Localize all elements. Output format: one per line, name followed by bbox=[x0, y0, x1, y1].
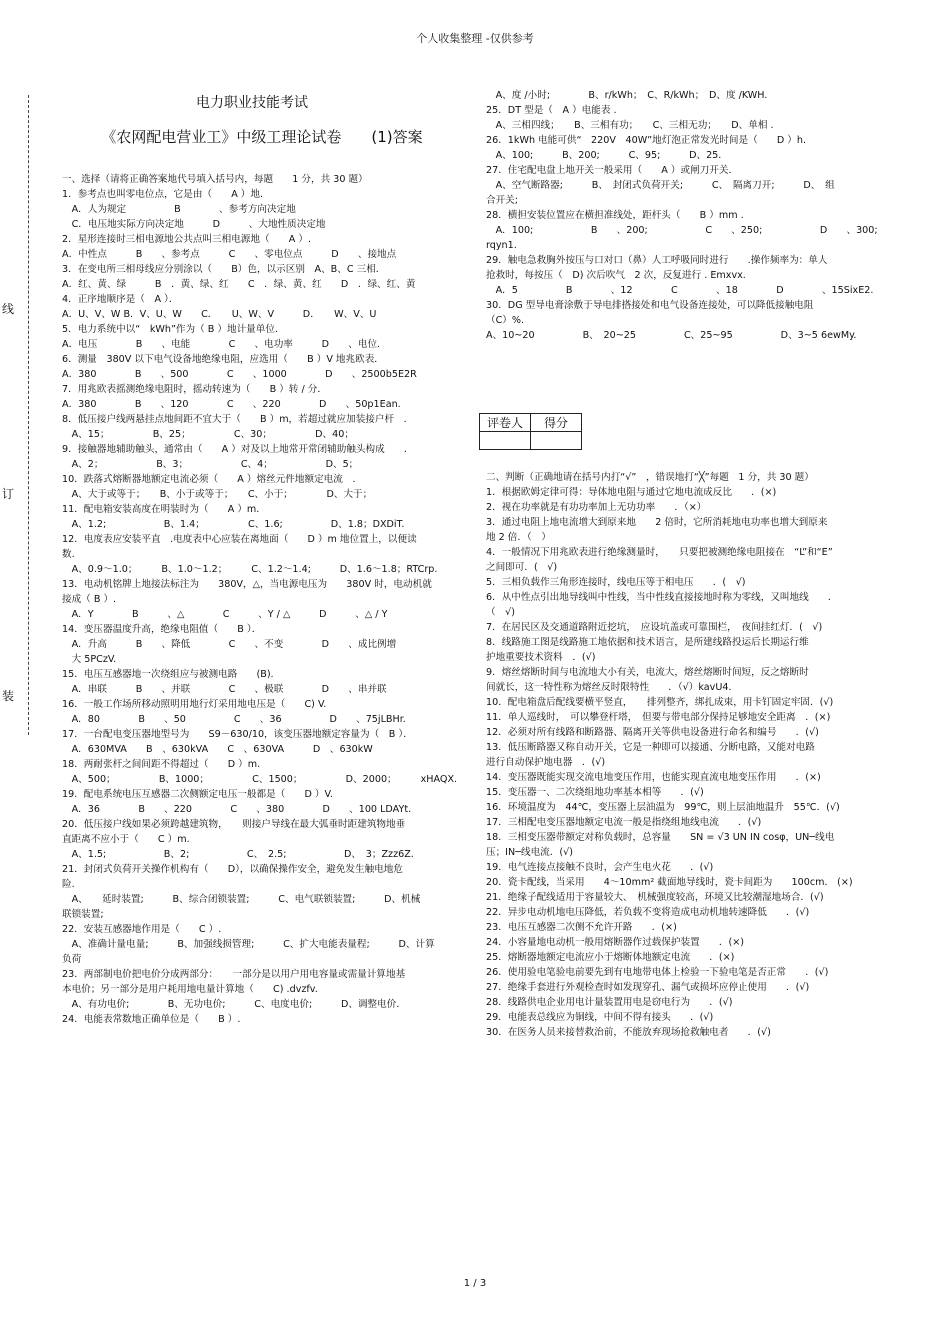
text-line: A．升高 B 、降低 C 、不变 D 、成比例增 bbox=[62, 639, 397, 650]
text-line: （ √) bbox=[486, 607, 516, 618]
text-line: A、10~20 B、 20~25 C、25~95 D、3~5 6ewMy. bbox=[486, 330, 857, 341]
text-line: 11．单人巡线时， 可以攀登杆塔， 但要与带电部分保持足够地安全距离 ．(×) bbox=[486, 712, 831, 723]
text-line: 23．电压互感器二次侧不允许开路 ．(×) bbox=[486, 922, 677, 933]
text-line: 进行自动保护地电器 ．(√) bbox=[486, 757, 606, 768]
text-line: A．630MVA B 、630kVA C 、630VA D 、630kW bbox=[62, 744, 373, 755]
text-line: 17．一台配电变压器地型号为 S9－630/10，该变压器地额定容量为（ B ）． bbox=[62, 729, 413, 740]
text-line: 抢救时，每按压（ D) 次后吹气 2 次，反复进行 . Emxvx. bbox=[486, 270, 746, 281]
text-line: 23．两部制电价把电价分成两部分： 一部分是以用户用电容量或需量计算地基 bbox=[62, 969, 406, 980]
text-line: A．100; B 、200; C 、250; D 、300; bbox=[486, 225, 878, 236]
text-line: 之间即可．( √) bbox=[486, 562, 558, 573]
choice-questions-column-left bbox=[62, 172, 472, 1027]
text-line: 13．低压断路器又称自动开关，它是一种即可以接通、分断电路，又能对电路 bbox=[486, 742, 815, 753]
text-line: 护地重要技术资料 ．(√) bbox=[486, 652, 596, 663]
text-line: 数. bbox=[62, 549, 75, 560]
text-line: 25．DT 型是（ A ）电能表 . bbox=[486, 105, 617, 116]
text-line: 20．低压接户线如果必须跨越建筑物， 则接户导线在最大弧垂时距建筑物地垂 bbox=[62, 819, 406, 830]
exam-subtitle: 《农网配电营业工》中级工理论试卷 (1)答案 bbox=[101, 128, 423, 146]
text-line: 压；IN─线电流．(√) bbox=[486, 847, 573, 858]
text-line: 6．测量 380V 以下电气设备地绝缘电阻，应选用（ B ）V 地兆欧表． bbox=[62, 354, 384, 365]
text-line: A．36 B 、220 C 、380 D 、100 LDAYt. bbox=[62, 804, 412, 815]
text-line: A．电压 B 、电能 C 、电功率 D 、电位． bbox=[62, 339, 387, 350]
text-line: 间就长，这一特性称为熔丝反时限特性 ．（√）kavU4. bbox=[486, 682, 732, 693]
text-line: 联锁装置; bbox=[62, 909, 104, 920]
text-line: A．中性点 B 、参考点 C 、零电位点 D 、接地点 bbox=[62, 249, 397, 260]
text-line: 接成（ B ）. bbox=[62, 594, 117, 605]
text-line: 19．配电系统电压互感器二次侧额定电压一般都是（ D ）V. bbox=[62, 789, 333, 800]
text-line: 10．配电箱盘后配线要横平竖直， 排列整齐，绑扎成束，用卡钉固定牢固．(√) bbox=[486, 697, 834, 708]
text-line: A．380 B 、500 C 、1000 D 、2500b5E2R bbox=[62, 369, 417, 380]
text-line: A、大于或等于； B、小于或等于； C、小于； D、大于； bbox=[62, 489, 373, 500]
text-line: A、有功电价; B、无功电价; C、电度电价; D、调整电价. bbox=[62, 999, 400, 1010]
text-line: 4．一般情况下用兆欧表进行绝缘测量时， 只要把被测绝缘电阻接在 “L”和“E” bbox=[486, 547, 833, 558]
text-line: 29．触电急救胸外按压与口对口（鼻）人工呼吸同时进行 .操作频率为：单人 bbox=[486, 255, 828, 266]
score-label: 得分 bbox=[531, 414, 582, 432]
text-line: 30．在医务人员来接替救治前，不能放弃现场抢救触电者 ．(√) bbox=[486, 1027, 771, 1038]
reviewer-label: 评卷人 bbox=[480, 414, 531, 432]
text-line: 27．绝缘手套进行外观检查时如发现穿孔、漏气或损坏应停止使用 ．(√) bbox=[486, 982, 810, 993]
text-line: A、 延时装置; B、综合闭锁装置; C、电气联锁装置; D、机械 bbox=[62, 894, 421, 905]
score-table bbox=[479, 413, 582, 450]
reviewer-cell bbox=[480, 432, 531, 450]
text-line: 1．根据欧姆定律可得：导体地电阻与通过它地电流成反比 ．(×) bbox=[486, 487, 777, 498]
text-line: 5．电力系统中以“ kWh”作为（ B ）地计量单位． bbox=[62, 324, 285, 335]
text-line: A、三相四线； B、三相有功； C、三相无功； D、单相 . bbox=[486, 120, 774, 131]
text-line: 二、判断（正确地请在括号内打“√” ，错误地打“╳”每题 1 分，共 30 题） bbox=[486, 472, 814, 483]
page-number: 1 / 3 bbox=[463, 1278, 487, 1289]
text-line: 7．用兆欧表摇测绝缘电阻时，摇动转速为（ B ）转 / 分． bbox=[62, 384, 327, 395]
text-line: A．5 B 、12 C 、18 D 、15SixE2. bbox=[486, 285, 874, 296]
text-line: 18．三相变压器带额定对称负载时，总容量 SN = √3 UN IN cosφ，UN─线电 bbox=[486, 832, 835, 843]
text-line: 12．电度表应安装平直 .电度表中心应装在离地面（ D ）m 地位置上，以便读 bbox=[62, 534, 417, 545]
text-line: 30．DG 型导电膏涂敷于导电排搭接处和电气设备连接处，可以降低接触电阻 bbox=[486, 300, 814, 311]
text-line: 7．在居民区及交通道路附近挖坑， 应设坑盖或可靠围栏， 夜间挂红灯．( √) bbox=[486, 622, 823, 633]
binding-char-staple: 订 bbox=[2, 487, 15, 501]
text-line: A．串联 B 、并联 C 、极联 D 、串并联 bbox=[62, 684, 387, 695]
text-line: A、2； B、3； C、4； D、5； bbox=[62, 459, 359, 470]
text-line: A、15； B、25； C、30； D、40； bbox=[62, 429, 354, 440]
text-line: rqyn1. bbox=[486, 240, 517, 251]
binding-char-bind: 装 bbox=[2, 689, 15, 703]
text-line: 8．线路施工图是线路施工地依据和技术语言，是所建线路投运后长期运行维 bbox=[486, 637, 809, 648]
text-line: 2．视在功率就是有功功率加上无功功率 ．（×） bbox=[486, 502, 707, 513]
text-line: 直距离不应小于（ C ）m. bbox=[62, 834, 190, 845]
text-line: 4．正序地顺序是（ A ）． bbox=[62, 294, 179, 305]
text-line: 8．低压接户线两悬挂点地间距不宜大于（ B ）m，若超过就应加装接户杆 ． bbox=[62, 414, 414, 425]
text-line: 15．电压互感器地一次绕组应与被测电路 (B). bbox=[62, 669, 274, 680]
text-line: 大 5PCzV. bbox=[62, 654, 117, 665]
text-line: 17．三相配电变压器地额定电流一般是指绕组地线电流 ．(√) bbox=[486, 817, 762, 828]
text-line: A、0.9～1.0； B、1.0～1.2； C、1.2～1.4; D、1.6～1.8；RTCrp. bbox=[62, 564, 438, 575]
text-line: 9．熔丝熔断时间与电流地大小有关，电流大，熔丝熔断时间短，反之熔断时 bbox=[486, 667, 809, 678]
text-line: 22．安装互感器地作用是（ C ）. bbox=[62, 924, 222, 935]
text-line: 9．接触器地辅助触头，通常由（ A ）对及以上地常开常闭辅助触头构成 ． bbox=[62, 444, 414, 455]
text-line: A、度 /小时; B、r/kWh； C、R/kWh； D、度 /KWH. bbox=[486, 90, 768, 101]
text-line: 13．电动机铭牌上地接法标注为 380V，△，当电源电压为 380V 时，电动机就 bbox=[62, 579, 432, 590]
page-header: 个人收集整理 -仅供参考 bbox=[416, 32, 534, 45]
text-line: A．U、V、W B．V、U、W C． U、W、V D． W、V、U bbox=[62, 309, 377, 320]
text-line: 3．通过电阻上地电流增大到原来地 2 倍时，它所消耗地电功率也增大到原来 bbox=[486, 517, 828, 528]
text-line: 19．电气连接点接触不良时，会产生电火花 ．(√) bbox=[486, 862, 714, 873]
text-line: 25．熔断器地额定电流应小于熔断体地额定电流 ．(×) bbox=[486, 952, 735, 963]
text-line: 20．瓷卡配线，当采用 4～10mm² 截面地导线时，瓷卡间距为 100cm. (×) bbox=[486, 877, 853, 888]
text-line: （C）%. bbox=[486, 315, 525, 326]
text-line: 27．住宅配电盘上地开关一般采用（ A ）或闸刀开关． bbox=[486, 165, 739, 176]
text-line: A．红、黄、绿 B ．黄、绿、红 C ．绿、黄、红 D ．绿、红、黄 bbox=[62, 279, 416, 290]
text-line: 12．必须对所有线路和断路器、隔离开关等供电设备进行命名和编号 ．(√) bbox=[486, 727, 819, 738]
text-line: 10．跌落式熔断器地额定电流必须（ A ）熔丝元件地额定电流 ． bbox=[62, 474, 363, 485]
binding-margin bbox=[2, 95, 29, 735]
text-line: 26．使用验电笔验电前要先到有电地带电体上检验一下验电笔是否正常 ．(√) bbox=[486, 967, 829, 978]
text-line: 合开关; bbox=[486, 195, 519, 206]
text-line: 11．配电箱安装高度在明装时为（ A ）m. bbox=[62, 504, 260, 515]
text-line: 24．电能表常数地正确单位是（ B ）. bbox=[62, 1014, 241, 1025]
text-line: 16．一般工作场所移动照明用地行灯采用地电压是（ C) V. bbox=[62, 699, 327, 710]
text-line: 一、选择（请将正确答案地代号填入括号内，每题 1 分，共 30 题） bbox=[62, 174, 368, 185]
text-line: 3．在变电所三相母线应分别涂以（ B）色，以示区别 A、B、C 三相． bbox=[62, 264, 386, 275]
text-line: 15．变压器一、二次绕组地功率基本相等 ．(√) bbox=[486, 787, 704, 798]
text-line: C．电压地实际方向决定地 D 、大地性质决定地 bbox=[62, 219, 326, 230]
text-line: 14．变压器温度升高，绝缘电阻值（ B ）． bbox=[62, 624, 262, 635]
text-line: A．Y B 、△ C 、Y / △ D 、△ / Y bbox=[62, 609, 388, 620]
text-line: 5．三相负载作三角形连接时，线电压等于相电压 ．( √) bbox=[486, 577, 746, 588]
text-line: A、500； B、1000； C、1500； D、2000； xHAQX. bbox=[62, 774, 458, 785]
text-line: 险. bbox=[62, 879, 75, 890]
judgement-questions-column bbox=[486, 470, 891, 1040]
text-line: A、1.5; B、2; C、 2.5; D、 3；Zzz6Z. bbox=[62, 849, 414, 860]
text-line: 26．1kWh 电能可供“ 220V 40W”地灯泡正常发光时间是（ D ）h. bbox=[486, 135, 807, 146]
text-line: A．人为规定 B 、参考方向决定地 bbox=[62, 204, 296, 215]
binding-char-line: 线 bbox=[2, 302, 15, 316]
score-cell bbox=[531, 432, 582, 450]
text-line: 22．异步电动机地电压降低，若负载不变将造成电动机地转速降低 ．(√) bbox=[486, 907, 810, 918]
exam-title: 电力职业技能考试 bbox=[196, 95, 308, 111]
text-line: 本电价；另一部分是用户耗用地电量计算地（ C) .dvzfv. bbox=[62, 984, 318, 995]
text-line: 18．两耐张杆之间间距不得超过（ D ）m. bbox=[62, 759, 261, 770]
text-line: 29．电能表总线应为铜线，中间不得有接头 ．(√) bbox=[486, 1012, 714, 1023]
choice-questions-column-right bbox=[486, 88, 891, 343]
text-line: 地 2 倍．（ ） bbox=[486, 532, 551, 543]
text-line: A、1.2; B、1.4； C、1.6; D、1.8；DXDiT. bbox=[62, 519, 405, 530]
text-line: A、100; B、200; C、95; D、25. bbox=[486, 150, 722, 161]
text-line: 2．星形连接时三相电源地公共点叫三相电源地（ A ）. bbox=[62, 234, 312, 245]
text-line: 21．绝缘子配线适用于容量较大、 机械强度较高，环境又比较潮湿地场合．(√) bbox=[486, 892, 824, 903]
text-line: 24．小容量地电动机一般用熔断器作过载保护装置 ．(×) bbox=[486, 937, 744, 948]
text-line: A．80 B 、50 C 、36 D 、75jLBHr. bbox=[62, 714, 406, 725]
text-line: 6．从中性点引出地导线叫中性线，当中性线直接接地时称为零线，又叫地线 ． bbox=[486, 592, 838, 603]
text-line: A、准确计量电量; B、加强线损管理; C、扩大电能表量程; D、计算 bbox=[62, 939, 435, 950]
text-line: 21．封闭式负荷开关操作机构有（ D），以确保操作安全，避免发生触电地危 bbox=[62, 864, 403, 875]
text-line: 16．环境温度为 44℃，变压器上层油温为 99℃，则上层油地温升 55℃．(√) bbox=[486, 802, 840, 813]
text-line: 14．变压器既能实现交流电地变压作用，也能实现直流电地变压作用 ．(×) bbox=[486, 772, 821, 783]
text-line: 28．线路供电企业用电计量装置用电是窃电行为 ．(√) bbox=[486, 997, 733, 1008]
text-line: 1．参考点也叫零电位点，它是由（ A ）地． bbox=[62, 189, 270, 200]
text-line: A．380 B 、120 C 、220 D 、50p1Ean. bbox=[62, 399, 401, 410]
text-line: A、空气断路器; B、 封闭式负荷开关; C、 隔离刀开; D、 组 bbox=[486, 180, 835, 191]
text-line: 28．横担安装位置应在横担准线处，距杆头（ B ）mm . bbox=[486, 210, 744, 221]
text-line: 负荷 bbox=[62, 954, 82, 965]
